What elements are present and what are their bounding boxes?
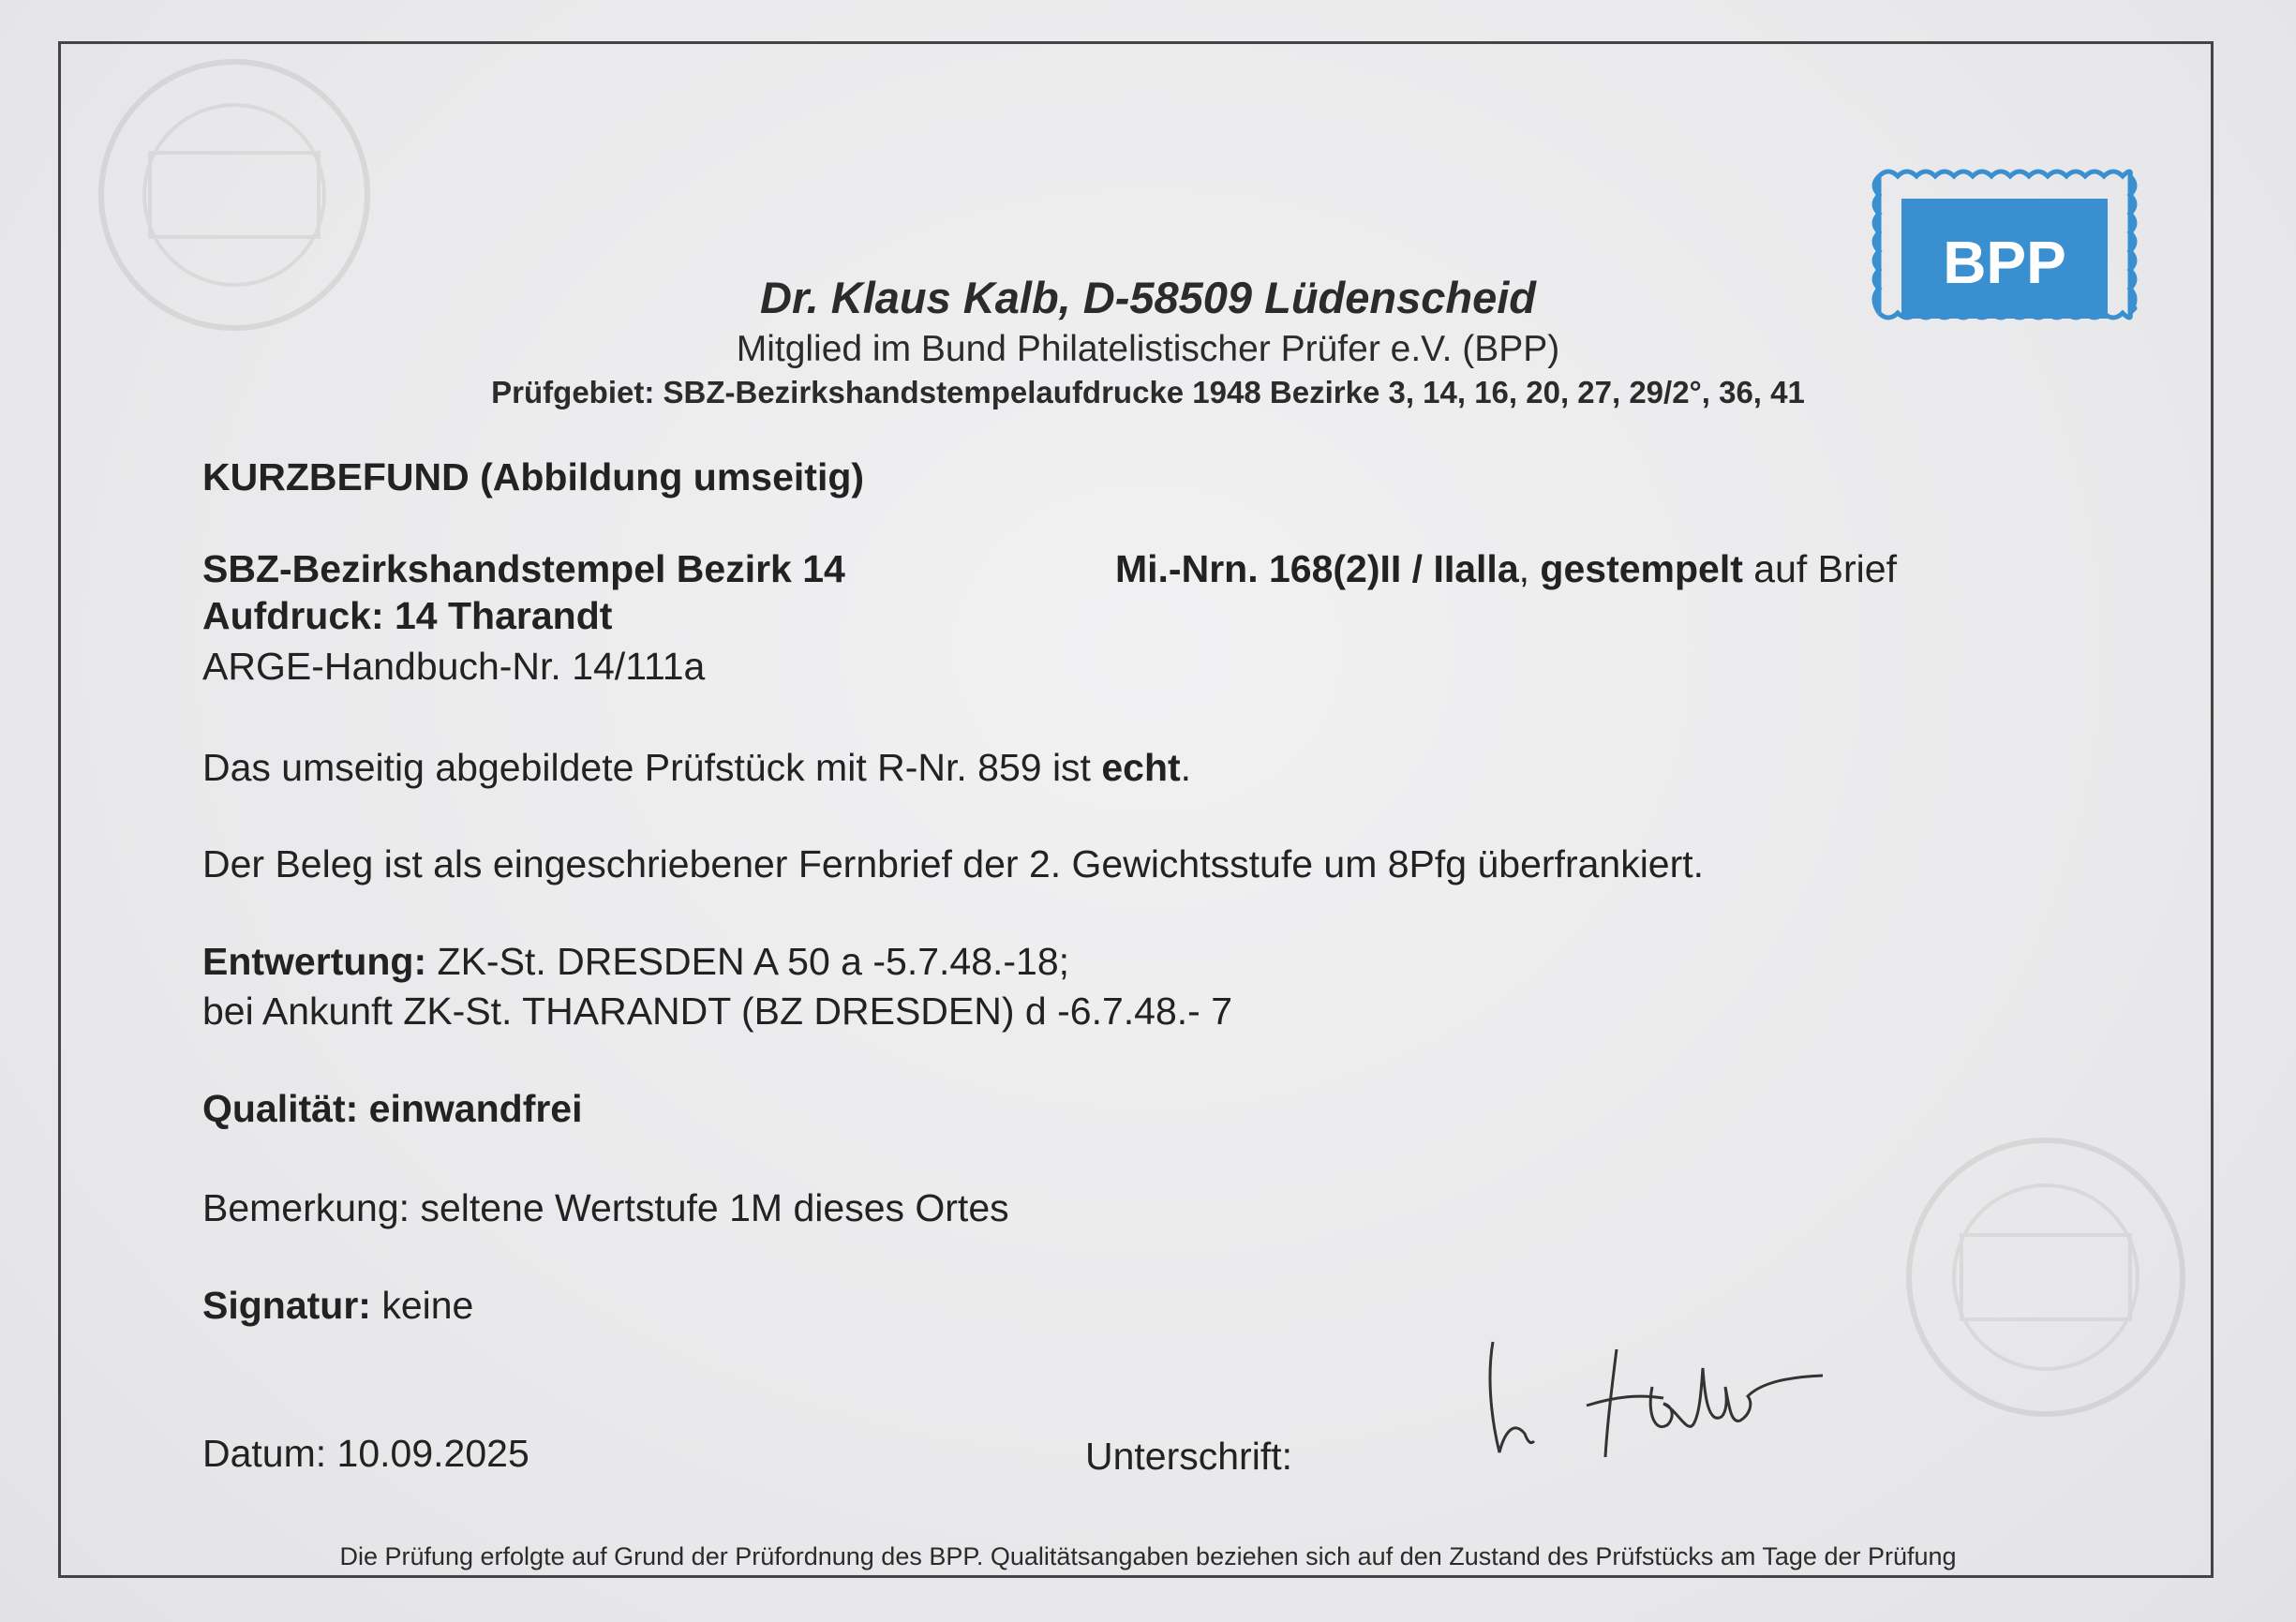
item-handbook-number: ARGE-Handbuch-Nr. 14/111a [202, 645, 706, 688]
quality-line: Qualität: einwandfrei [202, 1087, 583, 1130]
cancellation-line: Entwertung: ZK-St. DRESDEN A 50 a -5.7.48.-18; [202, 940, 1070, 983]
document-title: KURZBEFUND (Abbildung umseitig) [202, 455, 865, 499]
embossed-seal-bottom-right-icon [1891, 1132, 2200, 1422]
arrival-line: bei Ankunft ZK-St. THARANDT (BZ DRESDEN) d -6.7.48.- 7 [202, 990, 1232, 1033]
signature-mark-line: Signatur: keine [202, 1284, 474, 1327]
signature-label: Unterschrift: [1085, 1435, 1292, 1478]
footer-disclaimer: Die Prüfung erfolgte auf Grund der Prüfordnung des BPP. Qualitätsangaben beziehen sich auf den Zustand des Prüfstücks am Tage der Prüfung [339, 1542, 1957, 1570]
authenticity-statement: Das umseitig abgebildete Prüfstück mit R-Nr. 859 ist echt. [202, 746, 1192, 789]
membership-line: Mitglied im Bund Philatelistischer Prüfer e.V. (BPP) [736, 329, 1560, 369]
svg-text:BPP: BPP [1943, 229, 2066, 296]
date-line: Datum: 10.09.2025 [202, 1432, 529, 1475]
postage-note: Der Beleg ist als eingeschriebener Fernbrief der 2. Gewichtsstufe um 8Pfg überfrankiert. [202, 842, 1705, 885]
examiner-name: Dr. Klaus Kalb, D-58509 Lüdenscheid [760, 273, 1536, 322]
item-district: SBZ-Bezirkshandstempel Bezirk 14 [202, 547, 845, 590]
catalog-numbers: Mi.-Nrn. 168(2)II / IIalla, gestempelt auf Brief [1115, 547, 1897, 590]
handwritten-signature-icon [1476, 1331, 1832, 1471]
remark-line: Bemerkung: seltene Wertstufe 1M dieses Ortes [202, 1186, 1009, 1229]
examination-area: Prüfgebiet: SBZ-Bezirkshandstempelaufdrucke 1948 Bezirke 3, 14, 16, 20, 27, 29/2°, 36, 41 [491, 375, 1805, 409]
item-overprint: Aufdruck: 14 Tharandt [202, 594, 613, 637]
